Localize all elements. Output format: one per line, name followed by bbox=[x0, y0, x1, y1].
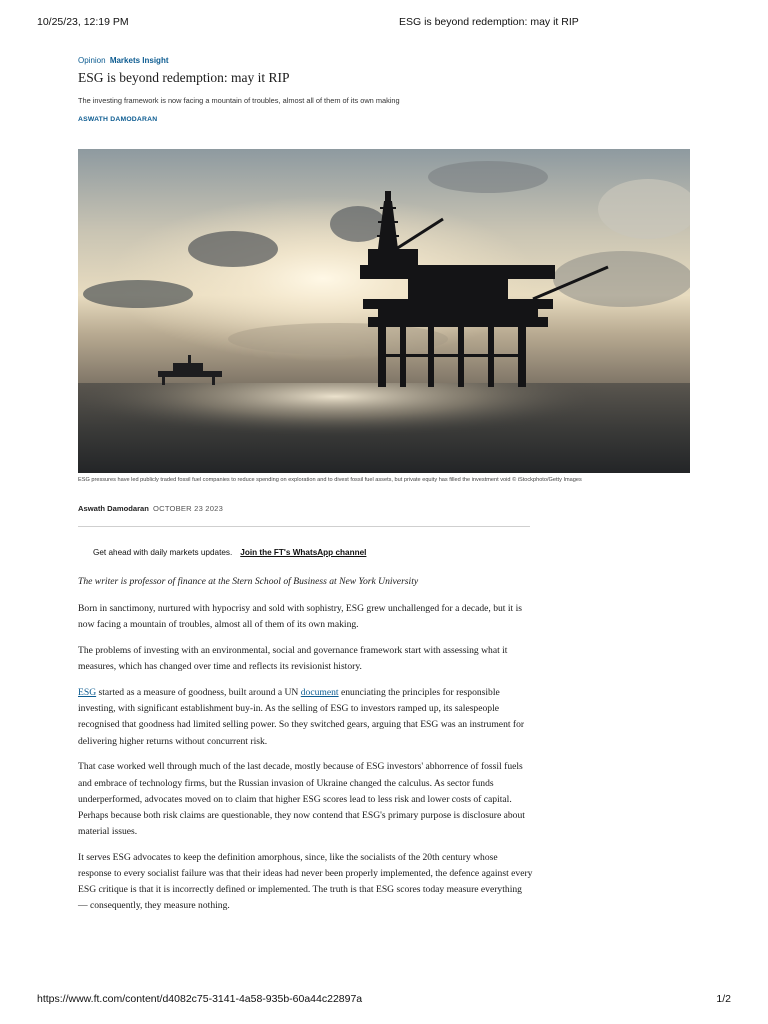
paragraph-1: Born in sanctimony, nurtured with hypocrisy and sold with sophistry, ESG grew unchallenged for a decade, but it is now facing a mountain of troubles, almost all of them of its own making. bbox=[78, 603, 522, 631]
image-caption: ESG pressures have led publicly traded fossil fuel companies to reduce spending on exploration and to divest fossil fuel assets, but private equity has filled the investment void © iStockphoto/Getty Images bbox=[78, 477, 582, 483]
kicker-section-link[interactable]: Opinion bbox=[78, 56, 106, 65]
byline-author-link[interactable]: ASWATH DAMODARAN bbox=[78, 116, 158, 123]
print-page-title: ESG is beyond redemption: may it RIP bbox=[399, 16, 579, 28]
paragraph-5: It serves ESG advocates to keep the definition amorphous, since, like the socialists of the 20th century whose response to every socialist failure was that their ideas had never been properly implemented, the defence against every ESG critique is that it is incorrectly defined or implemented. The truth is that ESG scores today measure everything — consequently, they measure nothing. bbox=[78, 851, 533, 912]
hero-image bbox=[78, 149, 690, 473]
print-header bbox=[37, 16, 731, 30]
author-date-line bbox=[78, 504, 223, 513]
print-footer bbox=[37, 993, 731, 1007]
publish-date: OCTOBER 23 2023 bbox=[153, 504, 224, 513]
article-standfirst: The investing framework is now facing a mountain of troubles, almost all of them of its own making bbox=[78, 96, 400, 105]
paragraph-3-text-b: enunciating the principles for responsible investing, with significant establishment buy-in. As the selling of ESG to investors ramped up, its salespeople recognised that goodness had limited selling power. So they switched gears, arguing that ESG was an instrument for delivering higher returns without concurrent risk. bbox=[78, 687, 525, 747]
print-page-number: 1/2 bbox=[716, 993, 731, 1005]
kicker-series-link[interactable]: Markets Insight bbox=[109, 56, 169, 65]
print-datetime: 10/25/23, 12:19 PM bbox=[37, 16, 129, 28]
author-intro: The writer is professor of finance at the Stern School of Business at New York University bbox=[78, 576, 419, 587]
esg-link[interactable]: ESG bbox=[78, 687, 97, 699]
un-document-link[interactable]: document bbox=[300, 687, 339, 699]
paragraph-2: The problems of investing with an environmental, social and governance framework start with assessing what it measures, which has changed over time and reflects its revisionist history. bbox=[78, 645, 508, 673]
paragraph-4: That case worked well through much of the last decade, mostly because of ESG investors' abhorrence of fossil fuels and embrace of technology firms, but the Russian invasion of Ukraine changed the calculus. As sector funds underperformed, advocates moved on to claim that higher ESG scores lead to less risk and lower costs of capital. Perhaps because both risk claims are questionable, they now contend that ESG's primary purpose is disclosure about material issues. bbox=[78, 761, 525, 838]
print-url: https://www.ft.com/content/d4082c75-3141-4a58-935b-60a44c22897a bbox=[37, 993, 363, 1005]
promo-text: Get ahead with daily markets updates. bbox=[93, 548, 233, 557]
article bbox=[78, 56, 690, 912]
kicker bbox=[78, 56, 690, 68]
oil-platform-image bbox=[78, 149, 690, 473]
whatsapp-channel-link[interactable]: Join the FT's WhatsApp channel bbox=[240, 548, 367, 557]
paragraph-3-text-a: started as a measure of goodness, built around a UN bbox=[96, 687, 301, 699]
article-body bbox=[78, 574, 533, 924]
author-name-link[interactable]: Aswath Damodaran bbox=[78, 504, 149, 513]
divider bbox=[78, 526, 530, 527]
article-headline: ESG is beyond redemption: may it RIP bbox=[78, 70, 290, 85]
whatsapp-promo bbox=[93, 548, 366, 557]
paragraph-3 bbox=[78, 685, 533, 750]
